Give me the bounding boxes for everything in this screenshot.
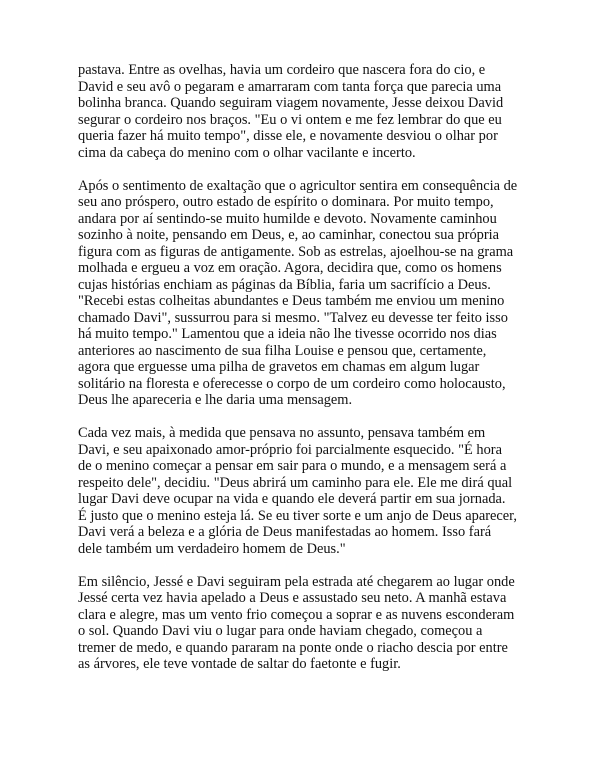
text-line: Em silêncio, Jessé e Davi seguiram pela estrada até chegarem ao lugar onde xyxy=(78,573,515,590)
text-line: Davi, e seu apaixonado amor-próprio foi parcialmente esquecido. "É hora xyxy=(78,441,502,458)
text-line: David e seu avô o pegaram e amarraram com tanta força que parecia uma xyxy=(78,78,502,95)
text-line: Deus lhe apareceria e lhe daria uma mensagem. xyxy=(78,392,353,408)
text-line: bolinha branca. Quando seguiram viagem novamente, Jesse deixou David xyxy=(78,95,504,111)
text-line: andara por aí sentindo-se muito humilde e devoto. Novamente caminhou xyxy=(78,210,497,227)
text-line: agora que erguesse uma pilha de gravetos em chamas em algum lugar xyxy=(78,359,480,375)
text-line: Após o sentimento de exaltação que o agricultor sentira em consequência de xyxy=(78,177,518,194)
text-line: as árvores, ele teve vontade de saltar do faetonte e fugir. xyxy=(78,656,401,672)
text-line: Davi verá a beleza e a glória de Deus manifestadas ao homem. Isso fará xyxy=(78,524,492,540)
paragraph-1 xyxy=(78,62,548,161)
text-line: queria fazer há muito tempo", disse ele, e novamente desviou o olhar por xyxy=(78,128,498,144)
text-line: Cada vez mais, à medida que pensava no assunto, pensava também em xyxy=(78,425,486,441)
paragraph-2 xyxy=(78,178,548,409)
text-line: molhada e ergueu a voz em oração. Agora, decidira que, como os homens xyxy=(78,260,502,276)
text-line: solitário na floresta e oferecesse o corpo de um cordeiro como holocausto, xyxy=(78,375,506,392)
text-line: segurar o cordeiro nos braços. "Eu o vi ontem e me fez lembrar do que eu xyxy=(78,111,502,128)
text-line: dele também um verdadeiro homem de Deus." xyxy=(78,540,346,557)
text-line: clara e alegre, mas um vento frio começou a soprar e as nuvens esconderam xyxy=(78,606,515,623)
document-page xyxy=(78,62,548,689)
text-line: chamado Davi", sussurrou para si mesmo. "Talvez eu devesse ter feito isso xyxy=(78,309,508,326)
text-line: há muito tempo." Lamentou que a ideia não lhe tivesse ocorrido nos dias xyxy=(78,326,497,342)
text-line: figura com as figuras de antigamente. Sob as estrelas, ajoelhou-se na grama xyxy=(78,243,514,260)
text-line: sozinho à noite, pensando em Deus, e, ao caminhar, conectou sua própria xyxy=(78,227,500,243)
text-line: pastava. Entre as ovelhas, havia um cordeiro que nascera fora do cio, e xyxy=(78,62,486,78)
text-line: anteriores ao nascimento de sua filha Louise e pensou que, certamente, xyxy=(78,342,487,359)
text-line: seu ano próspero, outro estado de espírito o dominara. Por muito tempo, xyxy=(78,194,494,210)
text-line: "Recebi estas colheitas abundantes e Deus também me enviou um menino xyxy=(78,293,505,309)
text-line: de o menino começar a pensar em sair para o mundo, e a mensagem será a xyxy=(78,458,507,474)
text-line: o sol. Quando Davi viu o lugar para onde haviam chegado, começou a xyxy=(78,623,483,639)
text-line: respeito dele", decidiu. "Deus abrirá um caminho para ele. Ele me dirá qual xyxy=(78,474,513,491)
paragraph-3 xyxy=(78,425,548,557)
text-line: É justo que o menino esteja lá. Se eu tiver sorte e um anjo de Deus aparecer, xyxy=(78,507,517,524)
text-line: lugar Davi deve ocupar na vida e quando ele deverá partir em sua jornada. xyxy=(78,491,506,507)
paragraph-4 xyxy=(78,574,548,673)
text-line: cima da cabeça do menino com o olhar vacilante e incerto. xyxy=(78,144,416,161)
text-line: tremer de medo, e quando pararam na ponte onde o riacho descia por entre xyxy=(78,639,508,656)
text-line: Jessé certa vez havia apelado a Deus e assustado seu neto. A manhã estava xyxy=(78,590,507,606)
text-line: cujas histórias enchiam as páginas da Bíblia, faria um sacrifício a Deus. xyxy=(78,276,491,293)
